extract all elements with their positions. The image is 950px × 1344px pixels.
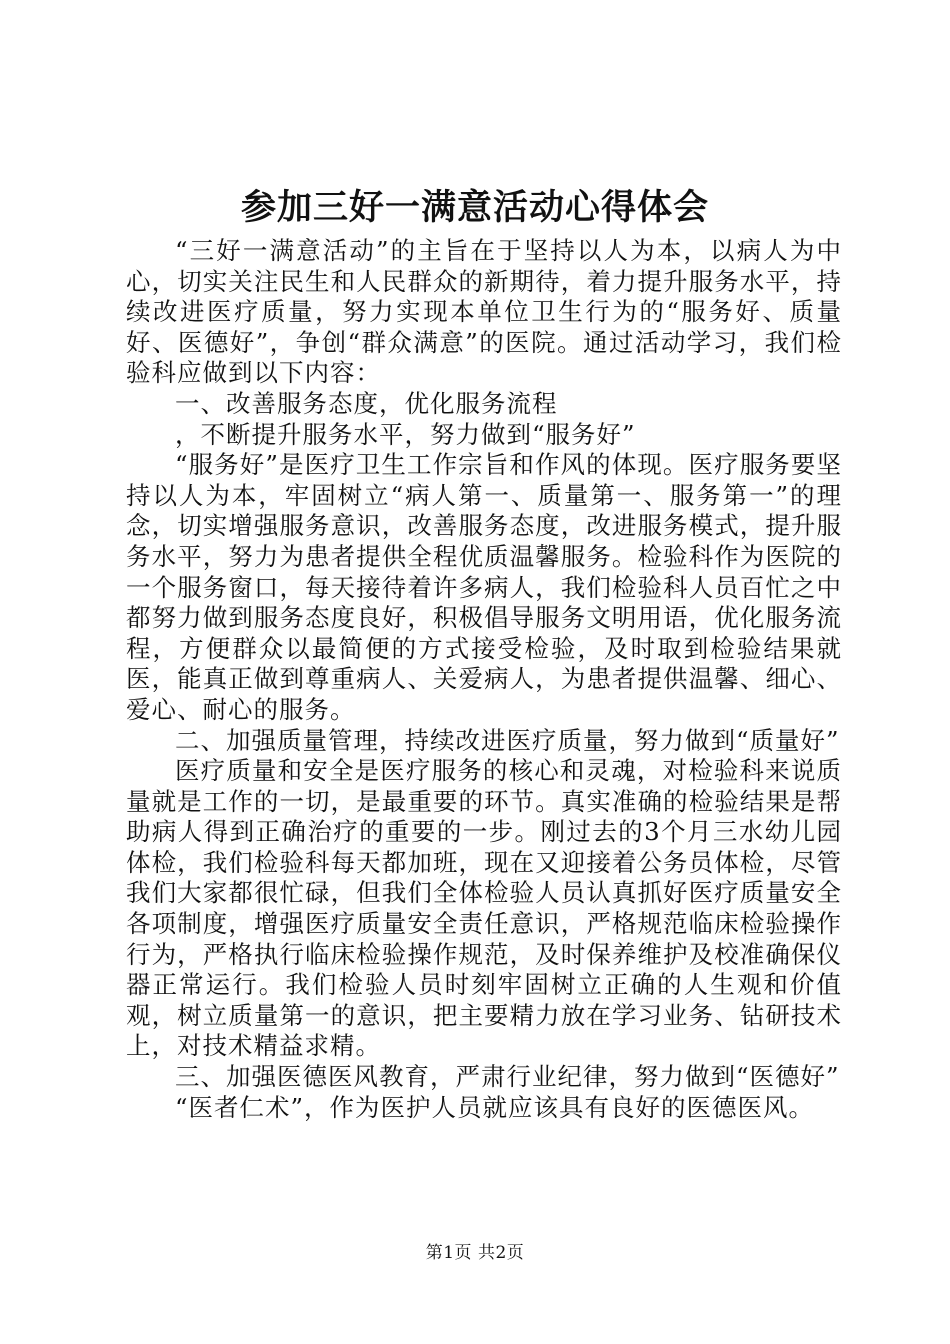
section-heading-1: 一、改善服务态度，优化服务流程 xyxy=(175,388,558,418)
section-heading-3: 三、加强医德医风教育，严肃行业纪律，努力做到“医德好” xyxy=(175,1062,840,1092)
section-heading-2: 二、加强质量管理，持续改进医疗质量，努力做到“质量好” xyxy=(175,725,840,755)
page-footer: 第1页 共2页 xyxy=(425,1243,525,1263)
paragraph-ethics: “医者仁术”，作为医护人员就应该具有良好的医德医风。 xyxy=(175,1092,815,1122)
document-title: 参加三好一满意活动心得体会 xyxy=(240,187,709,228)
paragraph-service: “服务好”是医疗卫生工作宗旨和作风的体现。医疗服务要坚持以人为本，牢固树立“病人第一、质量第一、服务第一”的理念，切实增强服务意识，改善服务态度，改进服务模式，提升服务水平，努力为患者提供全程优质温馨服务。检验科作为医院的一个服务窗口，每天接待着许多病人，我们检验科人员百忙之中都努力做到服务态度良好，积极倡导服务文明用语，优化服务流程，方便群众以最简便的方式接受检验，及时取到检验结果就医，能真正做到尊重病人、关爱病人，为患者提供温馨、细心、爱心、耐心的服务。 xyxy=(126,450,842,724)
document-body xyxy=(126,236,842,1123)
section-heading-1-continued: ，不断提升服务水平，努力做到“服务好” xyxy=(175,419,636,449)
paragraph-quality: 医疗质量和安全是医疗服务的核心和灵魂，对检验科来说质量就是工作的一切，是最重要的环节。真实准确的检验结果是帮助病人得到正确治疗的重要的一步。刚过去的3个月三水幼儿园体检，我们检验科每天都加班，现在又迎接着公务员体检，尽管我们大家都很忙碌，但我们全体检验人员认真抓好医疗质量安全各项制度，增强医疗质量安全责任意识，严格规范临床检验操作行为，严格执行临床检验操作规范，及时保养维护及校准确保仪器正常运行。我们检验人员时刻牢固树立正确的人生观和价值观，树立质量第一的意识，把主要精力放在学习业务、钻研技术上，对技术精益求精。 xyxy=(126,756,842,1061)
paragraph-intro: “三好一满意活动”的主旨在于坚持以人为本，以病人为中心，切实关注民生和人民群众的新期待，着力提升服务水平，持续改进医疗质量，努力实现本单位卫生行为的“服务好、质量好、医德好”，争创“群众满意”的医院。通过活动学习，我们检验科应做到以下内容： xyxy=(126,236,842,388)
